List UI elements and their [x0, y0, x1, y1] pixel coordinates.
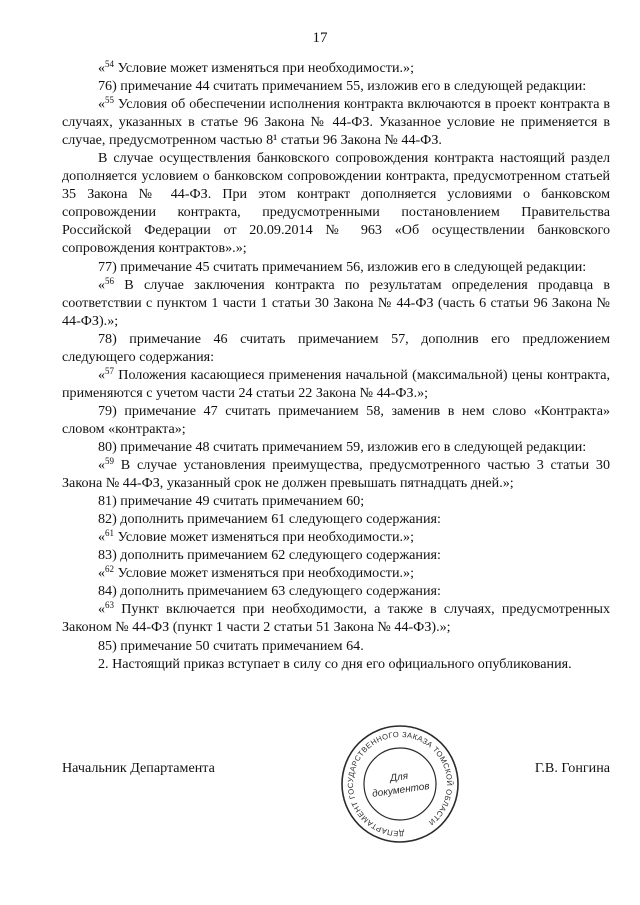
paragraph: 2. Настоящий приказ вступает в силу со дня его официального опубликования. [98, 655, 572, 672]
paragraph: «$^{56}$ В случае заключения контракта по результатам определения продавца в соответствии с пунктом 1 части 1 статьи 30 Закона № 44-ФЗ (часть 6 статьи 96 Закона № 44-ФЗ).»; [62, 275, 610, 329]
paragraph: «$^{62}$ Условие может изменяться при необходимости.»; [98, 564, 414, 582]
paragraph: 77) примечание 45 считать примечанием 56, изложив его в следующей редакции: [98, 258, 587, 275]
paragraph: В случае осуществления банковского сопровождения контракта настоящий раздел дополняется условием о банковском сопровождении контракта, предусмотренном статьей 35 Закона № 44-ФЗ. При этом контракт дополняется условиями о банковском сопровождении контракта, предусмотренными постановлением Правительства Российской Федерации от 20.09.2014 № 963 «Об осуществлении банковского сопровождения контрактов».»; [62, 150, 610, 257]
paragraph: «$^{55}$ Условия об обеспечении исполнения контракта включаются в проект контракта в случаях, указанных в статье 96 Закона № 44-ФЗ. Указанное условие не применяется в случае, предусмотренном частью 8¹ статьи 96 Закона № 44-ФЗ. [62, 95, 610, 149]
paragraph: «$^{54}$ Условие может изменяться при необходимости.»; [98, 59, 414, 76]
paragraph: 78) примечание 46 считать примечанием 57, дополнив его предложением следующего содержания: [62, 330, 610, 365]
paragraph: 82) дополнить примечанием 61 следующего содержания: [98, 511, 441, 528]
paragraph: «$^{61}$ Условие может изменяться при необходимости.»; [98, 528, 414, 546]
paragraph: 85) примечание 50 считать примечанием 64. [98, 637, 364, 654]
page-number: 17 [312, 30, 328, 46]
paragraph: 80) примечание 48 считать примечанием 59, изложив его в следующей редакции: [98, 438, 587, 455]
paragraph: «$^{63}$ Пункт включается при необходимости, а также в случаях, предусмотренных Законом № 44-ФЗ (пункт 1 части 2 статьи 51 Закона № 44-ФЗ).»; [62, 600, 610, 636]
paragraph: 84) дополнить примечанием 63 следующего содержания: [98, 583, 441, 600]
paragraph: 76) примечание 44 считать примечанием 55, изложив его в следующей редакции: [98, 78, 587, 95]
document-body [62, 59, 610, 673]
official-stamp [338, 722, 462, 846]
stamp-center-line1: Для [389, 770, 409, 785]
stamp-ring-text: ДЕПАРТАМЕНТ ГОСУДАРСТВЕННОГО ЗАКАЗА ТОМСКОЙ ОБЛАСТИ [345, 729, 455, 839]
signature-name: Г.В. Гонгина [534, 760, 610, 776]
paragraph: 81) примечание 49 считать примечанием 60; [98, 493, 365, 510]
paragraph: «$^{57}$ Положения касающиеся применения начальной (максимальной) цены контракта, применяются с учетом части 24 статьи 22 Закона № 44-ФЗ.»; [62, 365, 610, 401]
paragraph: 83) дополнить примечанием 62 следующего содержания: [98, 547, 441, 564]
paragraph: «$^{59}$ В случае установления преимущества, предусмотренного частью 3 статьи 30 Закона № 44-ФЗ, указанный срок не должен превышать пятнадцать дней.»; [62, 456, 610, 492]
stamp-center-line2: документов [371, 780, 431, 800]
paragraph: 79) примечание 47 считать примечанием 58, заменив в нем слово «Контракта» словом «контракта»; [62, 402, 610, 437]
signature-position: Начальник Департамента [62, 760, 215, 776]
